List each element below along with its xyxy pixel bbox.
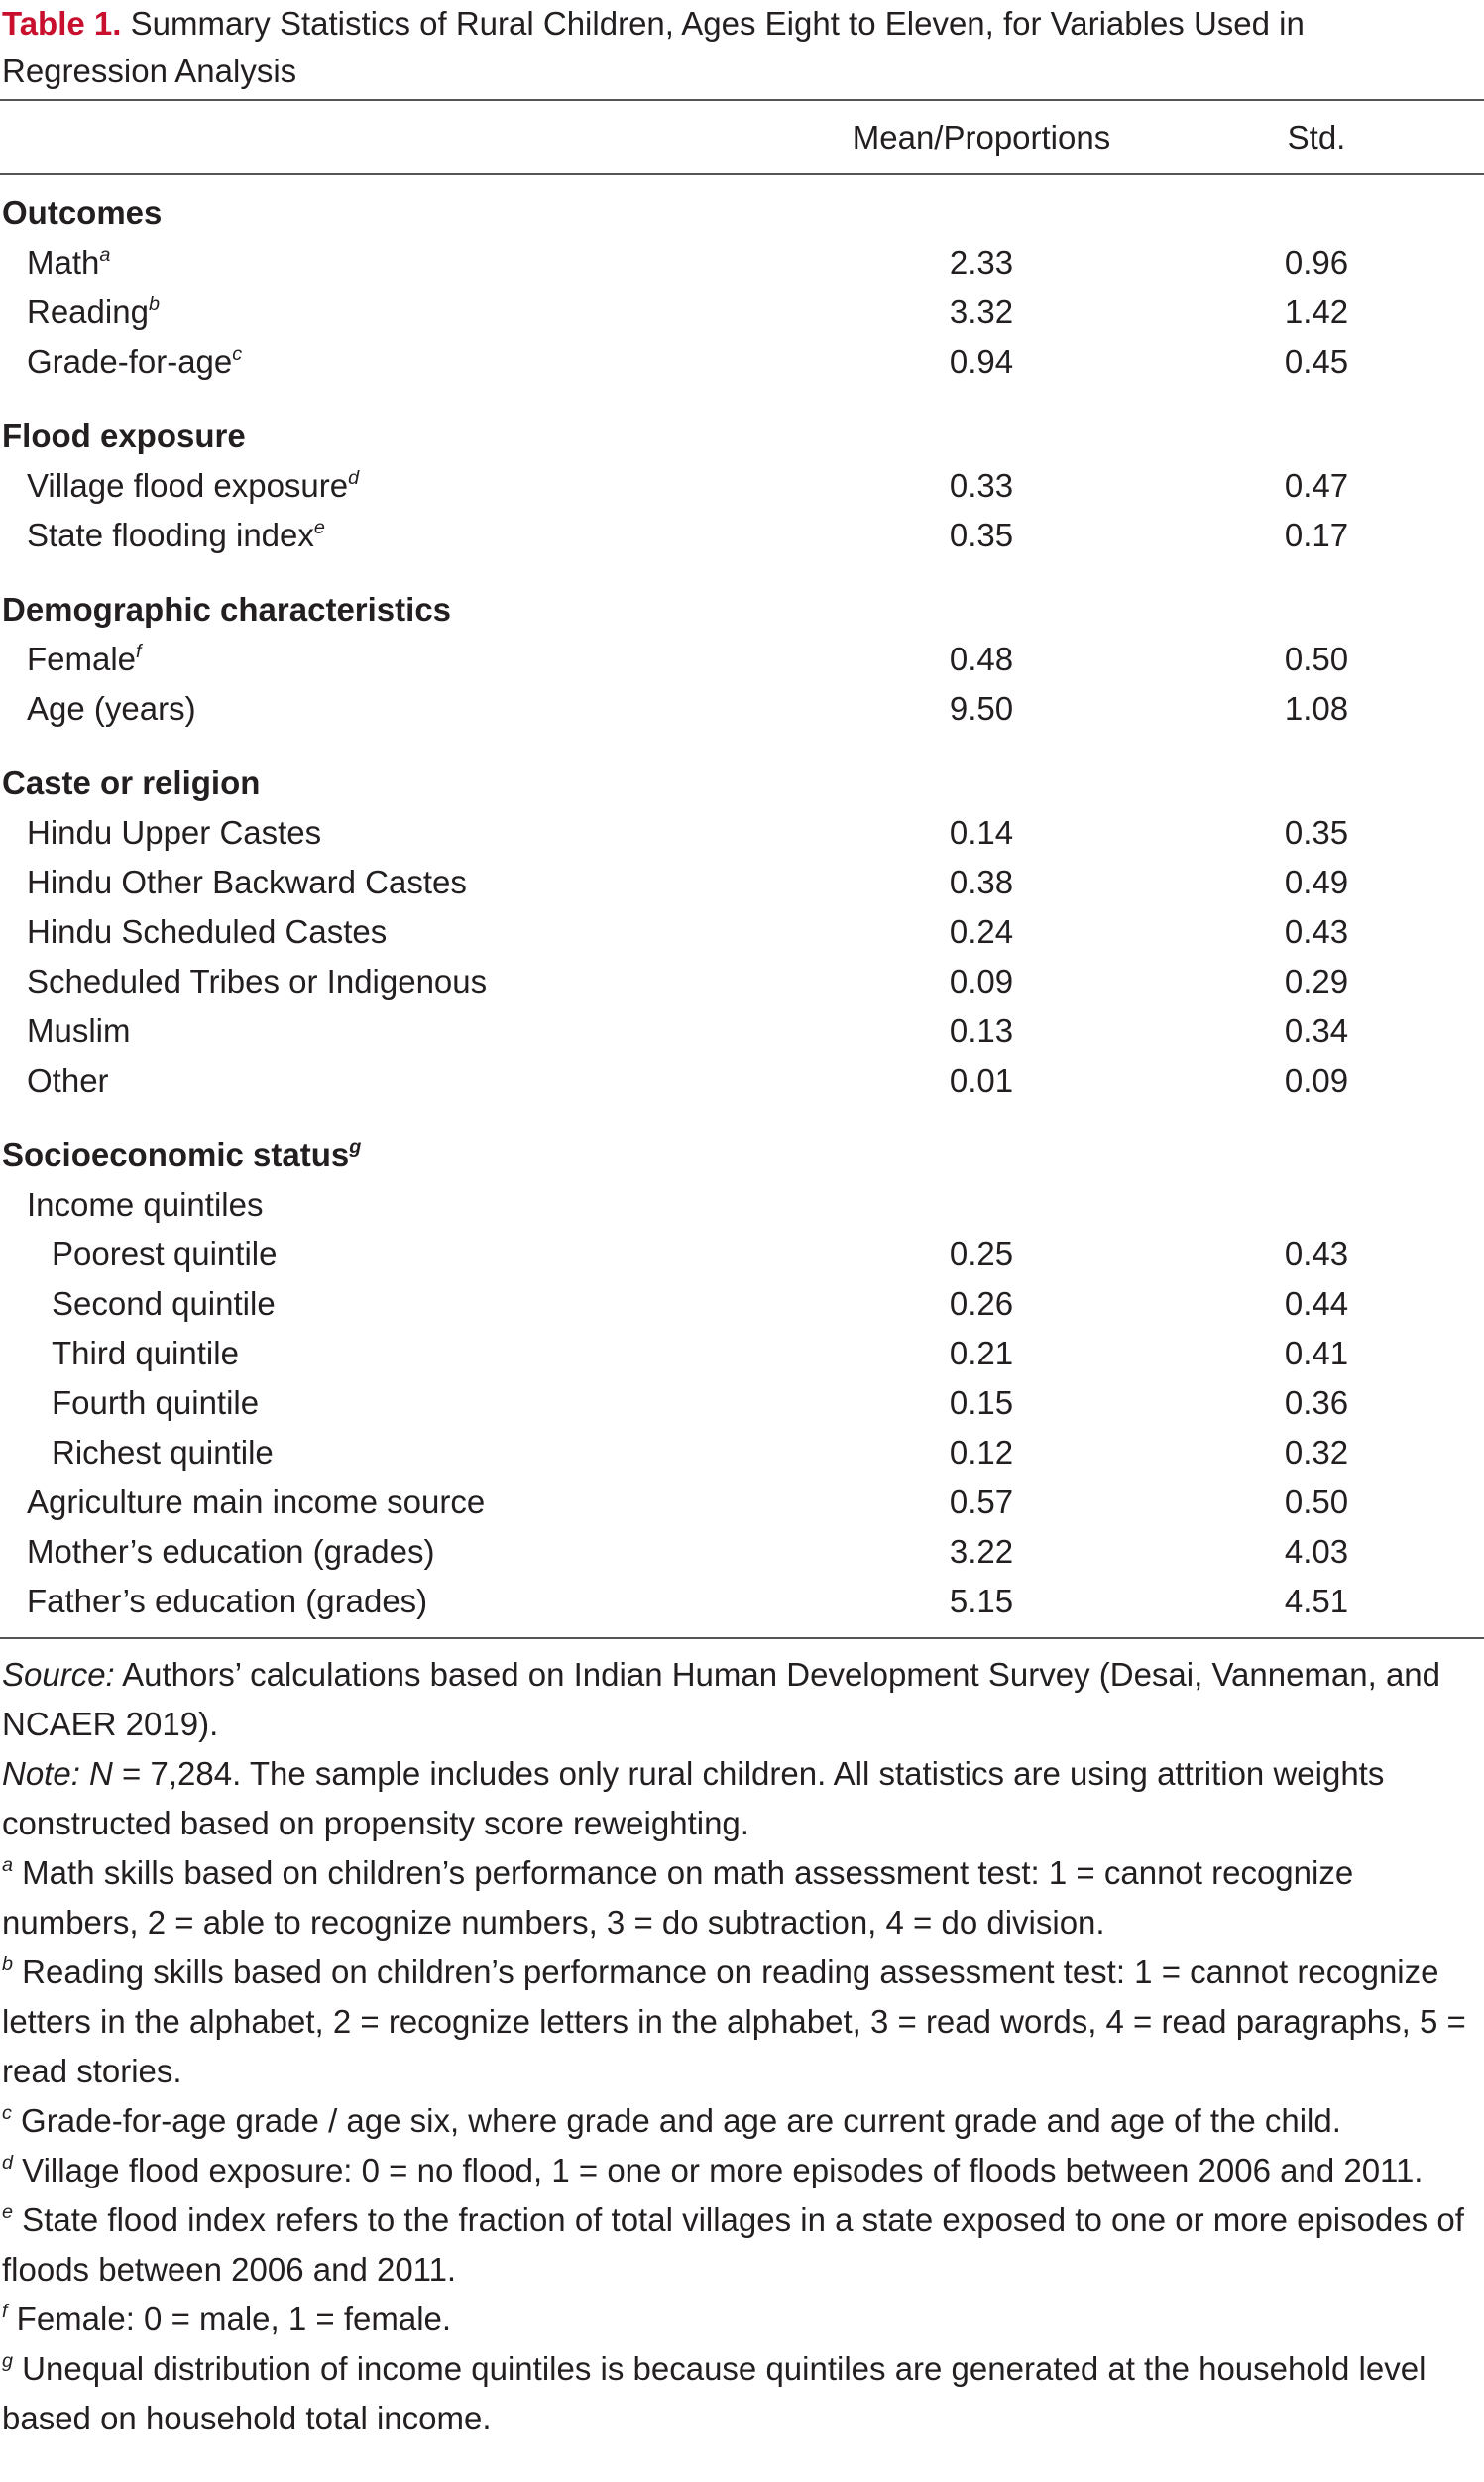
mean-value: 0.01 (949, 1062, 1014, 1099)
table-row: Scheduled Tribes or Indigenous 0.09 0.29 (0, 957, 1484, 1006)
table-label: Table 1. (2, 5, 122, 42)
table-row: Hindu Upper Castes 0.14 0.35 (0, 808, 1484, 858)
mean-value: 0.38 (949, 864, 1014, 900)
footnote-d: $^d$ Village flood exposure: 0 = no flood, 1 = one or more episodes of floods between 2006 and 2011. (2, 2152, 1424, 2188)
std-value: 4.03 (1284, 1533, 1349, 1570)
column-header-mean: Mean/Proportions (852, 119, 1111, 156)
mean-value: 0.14 (949, 814, 1014, 851)
mean-value: 0.13 (949, 1012, 1014, 1049)
std-value: 0.96 (1284, 244, 1349, 281)
table-row: Hindu Scheduled Castes 0.24 0.43 (0, 907, 1484, 957)
footnote-e: $^e$ State flood index refers to the fraction of total villages in a state exposed to one or more episodes of floods between 2006 and 2011. (2, 2201, 1464, 2288)
bottom-rule (0, 1637, 1484, 1639)
std-value: 0.09 (1284, 1062, 1349, 1099)
header-rule (0, 173, 1484, 175)
table-row: Poorest quintile 0.25 0.43 (0, 1230, 1484, 1279)
std-value: 0.29 (1284, 963, 1349, 1000)
mean-value: 3.32 (949, 294, 1014, 330)
std-value: 0.47 (1284, 467, 1349, 504)
std-value: 0.45 (1284, 343, 1349, 380)
table-row: Reading$^b$ 3.32 1.42 (0, 288, 1484, 337)
table-row: Female$^f$ 0.48 0.50 (0, 635, 1484, 684)
section-caste-religion: Caste or religion (2, 765, 261, 801)
footnote-f: $^f$ Female: 0 = male, 1 = female. (2, 2301, 452, 2337)
std-value: 0.17 (1284, 517, 1349, 553)
std-value: 0.50 (1284, 1483, 1349, 1520)
top-rule (0, 99, 1484, 101)
std-value: 0.35 (1284, 814, 1349, 851)
mean-value: 2.33 (949, 244, 1014, 281)
std-value: 4.51 (1284, 1583, 1349, 1619)
column-header-std: Std. (1287, 119, 1346, 156)
table-row: Father’s education (grades) 5.15 4.51 (0, 1577, 1484, 1626)
mean-value: 0.94 (949, 343, 1014, 380)
mean-value: 0.33 (949, 467, 1014, 504)
std-value: 0.43 (1284, 1236, 1349, 1272)
mean-value: 0.12 (949, 1434, 1014, 1471)
section-demographic: Demographic characteristics (2, 591, 452, 628)
footnote-a: $^a$ Math skills based on children’s performance on math assessment test: 1 = cannot recognize numbers, 2 = able to recognize numbers, 3 = do subtraction, 4 = do division. (2, 1854, 1354, 1941)
mean-value: 0.57 (949, 1483, 1014, 1520)
mean-value: 0.26 (949, 1285, 1014, 1322)
section-outcomes: Outcomes (2, 194, 163, 231)
source-note: Source: Authors’ calculations based on Indian Human Development Survey (Desai, Vanneman, and NCAER 2019). (2, 1656, 1441, 1742)
mean-value: 0.15 (949, 1384, 1014, 1421)
table-row: Hindu Other Backward Castes 0.38 0.49 (0, 858, 1484, 907)
table-row: Village flood exposure$^d$ 0.33 0.47 (0, 461, 1484, 511)
mean-value: 0.48 (949, 641, 1014, 677)
table-row: Third quintile 0.21 0.41 (0, 1329, 1484, 1378)
table-row: Other 0.01 0.09 (0, 1056, 1484, 1106)
table-row: State flooding index$^e$ 0.35 0.17 (0, 511, 1484, 560)
std-value: 0.50 (1284, 641, 1349, 677)
general-note: Note: N = 7,284. The sample includes only rural children. All statistics are using attrition weights constructed based on propensity score reweighting. (2, 1755, 1385, 1841)
std-value: 0.41 (1284, 1335, 1349, 1371)
table-row: Age (years) 9.50 1.08 (0, 684, 1484, 734)
std-value: 0.36 (1284, 1384, 1349, 1421)
std-value: 0.44 (1284, 1285, 1349, 1322)
mean-value: 0.21 (949, 1335, 1014, 1371)
mean-value: 0.24 (949, 913, 1014, 950)
section-flood-exposure: Flood exposure (2, 417, 246, 454)
table-row: Richest quintile 0.12 0.32 (0, 1428, 1484, 1477)
table-row: Fourth quintile 0.15 0.36 (0, 1378, 1484, 1428)
table-row: Second quintile 0.26 0.44 (0, 1279, 1484, 1329)
std-value: 0.34 (1284, 1012, 1349, 1049)
table-row: Muslim 0.13 0.34 (0, 1006, 1484, 1056)
std-value: 0.32 (1284, 1434, 1349, 1471)
footnote-c: $^c$ Grade-for-age grade / age six, where grade and age are current grade and age of the child. (2, 2102, 1341, 2139)
std-value: 0.49 (1284, 864, 1349, 900)
footnote-g: $^g$ Unequal distribution of income quintiles is because quintiles are generated at the household level based on household total income. (2, 2350, 1427, 2436)
std-value: 1.42 (1284, 294, 1349, 330)
table-row: Grade-for-age$^c$ 0.94 0.45 (0, 337, 1484, 387)
table-caption (2, 0, 1469, 95)
table-row: Agriculture main income source 0.57 0.50 (0, 1477, 1484, 1527)
table-notes (2, 1650, 1475, 2443)
table-row: Income quintiles (27, 1186, 264, 1223)
std-value: 0.43 (1284, 913, 1349, 950)
table-row: Mother’s education (grades) 3.22 4.03 (0, 1527, 1484, 1577)
footnote-b: $^b$ Reading skills based on children’s performance on reading assessment test: 1 = cannot recognize letters in the alphabet, 2 = recognize letters in the alphabet, 3 = read words, 4 = read paragraphs, 5 = read stories. (2, 1953, 1466, 2089)
mean-value: 0.25 (949, 1236, 1014, 1272)
table-row: Math$^a$ 2.33 0.96 (0, 238, 1484, 288)
mean-value: 5.15 (949, 1583, 1014, 1619)
mean-value: 3.22 (949, 1533, 1014, 1570)
mean-value: 0.09 (949, 963, 1014, 1000)
section-socioeconomic: Socioeconomic status$^g$ (2, 1136, 362, 1173)
table-title: Summary Statistics of Rural Children, Ages Eight to Eleven, for Variables Used in Regression Analysis (2, 5, 1305, 89)
mean-value: 0.35 (949, 517, 1014, 553)
mean-value: 9.50 (949, 690, 1014, 727)
std-value: 1.08 (1284, 690, 1349, 727)
